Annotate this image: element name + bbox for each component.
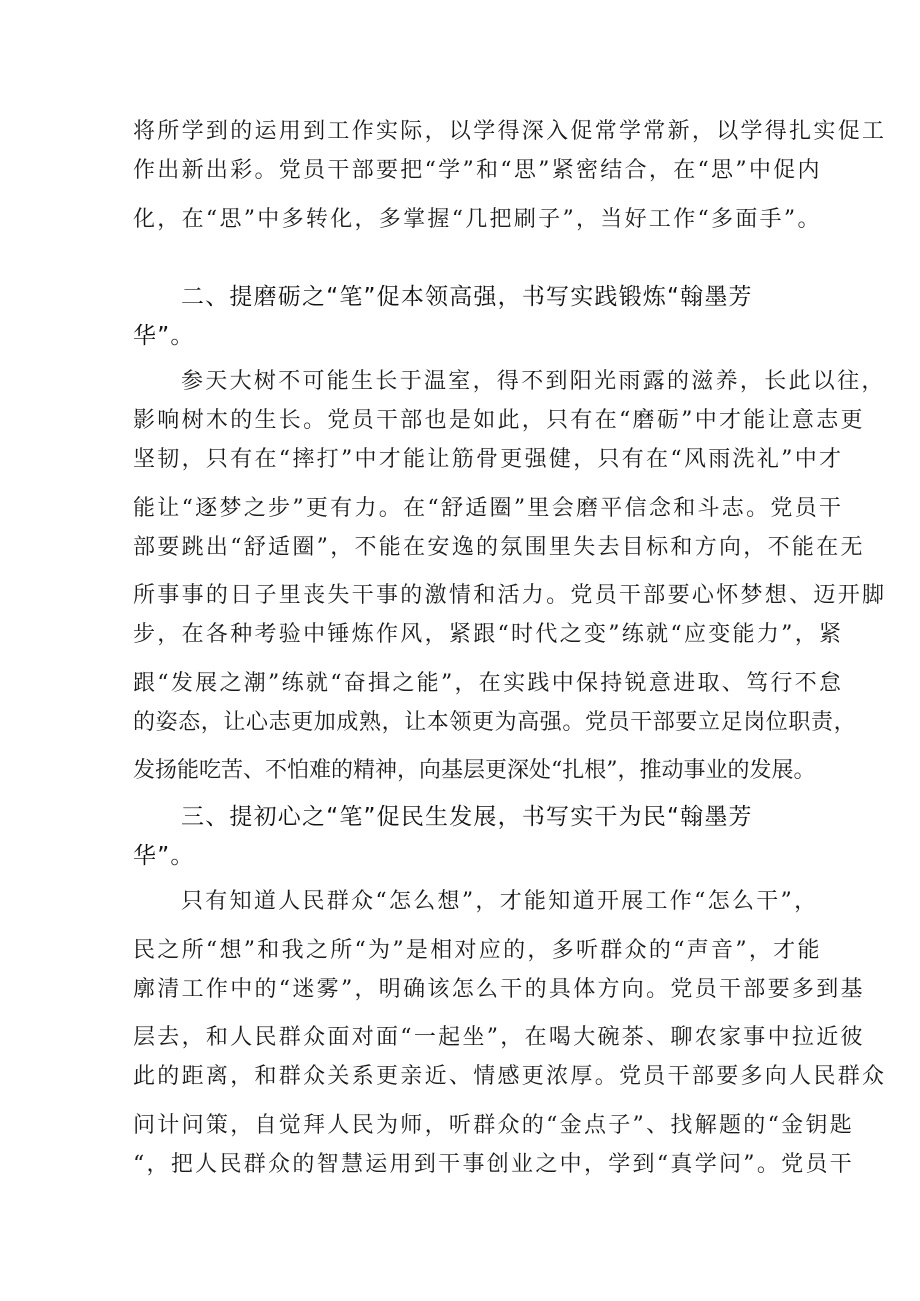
body-text-line: 能让“逐梦之步”更有力。在“舒适圈”里会磨平信念和斗志。党员干 xyxy=(133,496,844,521)
body-text-line: 参天大树不可能生长于温室，得不到阳光雨露的滋养，长此以往， xyxy=(181,369,886,394)
body-text-line: 将所学到的运用到工作实际，以学得深入促常学常新，以学得扎实促工 xyxy=(133,119,887,144)
body-text-line: “，把人民群众的智慧运用到干事创业之中，学到“真学问”。党员干 xyxy=(133,1152,855,1177)
body-text-line: 化，在“思”中多转化，多掌握“几把刷子”，当好工作“多面手”。 xyxy=(133,207,822,232)
body-text-line: 发扬能吃苦、不怕难的精神，向基层更深处“扎根”，推动事业的发展。 xyxy=(133,758,816,783)
body-text-line: 只有知道人民群众“怎么想”，才能知道开展工作“怎么干”， xyxy=(181,889,819,914)
body-text-line: 作出新出彩。党员干部要把“学”和“思”紧密结合，在“思”中促内 xyxy=(133,158,822,183)
body-text-line: 层去，和人民群众面对面“一起坐”，在喝大碗茶、聊农家事中拉近彼 xyxy=(133,1025,865,1050)
section-heading: 华”。 xyxy=(133,323,195,349)
body-text-line: 的姿态，让心志更加成熟，让本领更为高强。党员干部要立足岗位职责， xyxy=(133,710,857,735)
body-text-line: 民之所“想”和我之所“为”是相对应的，多听群众的“声音”，才能 xyxy=(133,938,822,963)
body-text-line: 所事事的日子里丧失干事的激情和活力。党员干部要心怀梦想、迈开脚 xyxy=(133,583,887,608)
body-text-line: 坚韧，只有在“摔打”中才能让筋骨更强健，只有在“风雨洗礼”中才 xyxy=(133,447,844,472)
body-text-line: 跟“发展之潮”练就“奋揖之能”，在实践中保持锐意进取、笃行不怠 xyxy=(133,671,844,696)
section-heading: 华”。 xyxy=(133,843,195,869)
body-text-line: 问计问策，自觉拜人民为师，听群众的“金点子”、找解题的“金钥匙 xyxy=(133,1113,855,1138)
body-text-line: 部要跳出“舒适圈”，不能在安逸的氛围里失去目标和方向，不能在无 xyxy=(133,535,865,560)
body-text-line: 此的距离，和群众关系更亲近、情感更浓厚。党员干部要多向人民群众 xyxy=(133,1064,887,1089)
body-text-line: 步，在各种考验中锤炼作风，紧跟“时代之变”练就“应变能力”，紧 xyxy=(133,622,844,647)
section-heading: 三、提初心之“笔”促民生发展，书写实干为民“翰墨芳 xyxy=(181,804,753,830)
body-text-line: 影响树木的生长。党员干部也是如此，只有在“磨砺”中才能让意志更 xyxy=(133,408,865,433)
section-heading: 二、提磨砺之“笔”促本领高强，书写实践锻炼“翰墨芳 xyxy=(181,284,753,310)
body-text-line: 廓清工作中的“迷雾”，明确该怎么干的具体方向。党员干部要多到基 xyxy=(133,977,865,1002)
